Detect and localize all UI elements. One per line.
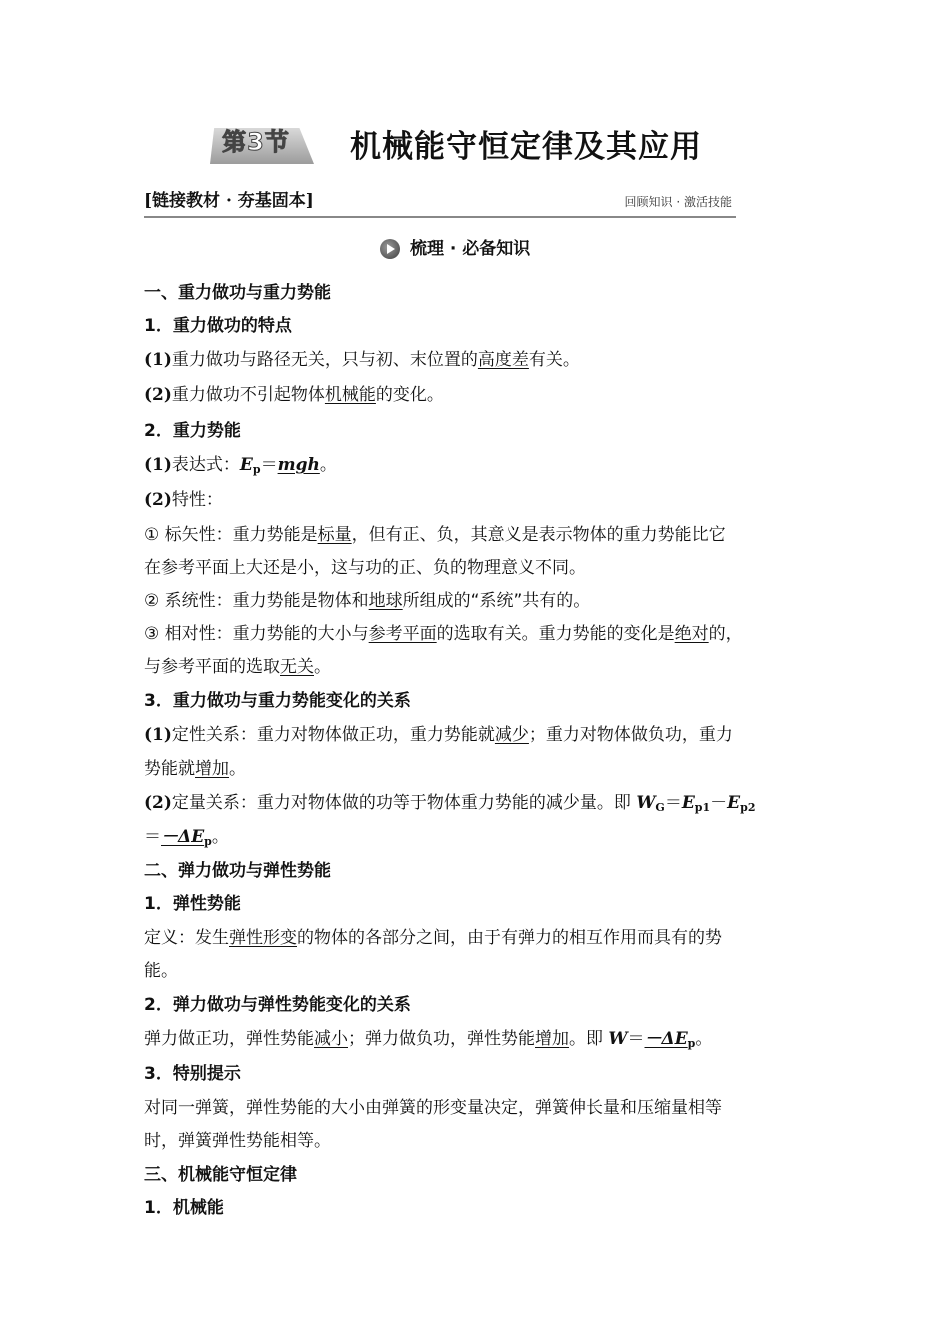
heading-level1: 三、机械能守恒定律 — [144, 1165, 297, 1185]
answer-blank: 弹性形变 — [229, 928, 297, 948]
text-line: 能。 — [144, 961, 178, 981]
text-line: (1)重力做功与路径无关，只与初、末位置的高度差有关。 — [144, 350, 580, 370]
review-label: 回顾知识 · 激活技能 — [624, 195, 732, 209]
text-line: (1)表达式：$E_p=mgh$。 — [144, 455, 337, 476]
answer-blank: 地球 — [368, 591, 403, 611]
answer-blank: 减少 — [494, 725, 529, 745]
section-banner-label: 梳理 · 必备知识 — [410, 239, 531, 259]
text-line: (2)特性： — [144, 490, 223, 510]
heading-level2: 1．机械能 — [144, 1198, 224, 1218]
textbook-link-label: [链接教材 · 夯基固本] — [144, 191, 314, 211]
heading-level1: 一、重力做功与重力势能 — [144, 283, 331, 303]
play-icon — [380, 239, 400, 259]
answer-blank: 参考平面 — [368, 624, 437, 644]
text-line: 定义：发生弹性形变的物体的各部分之间，由于有弹力的相互作用而具有的势 — [144, 928, 722, 948]
text-line: ③ 相对性：重力势能的大小与参考平面的选取有关。重力势能的变化是绝对的， — [144, 624, 743, 644]
answer-blank: 减小 — [314, 1029, 348, 1049]
text-line: 弹力做正功，弹性势能减小；弹力做负功，弹性势能增加。即 $W=-\Delta E_p$。 — [144, 1029, 713, 1050]
answer-blank: 标量 — [317, 525, 352, 545]
heading-level2: 2．弹力做功与弹性势能变化的关系 — [144, 995, 411, 1015]
text-line: ② 系统性：重力势能是物体和地球所组成的“系统”共有的。 — [144, 591, 591, 611]
heading-level2: 1．弹性势能 — [144, 894, 241, 914]
answer-blank: 机械能 — [324, 385, 376, 405]
heading-level2: 3．特别提示 — [144, 1064, 241, 1084]
text-line: (2)定量关系：重力对物体做的功等于物体重力势能的减少量。即 $W_G=E_{p1}-E_{p2}$ — [144, 793, 756, 814]
heading-level2: 1．重力做功的特点 — [144, 316, 292, 336]
heading-level2: 2．重力势能 — [144, 421, 241, 441]
answer-blank: mgh — [277, 455, 320, 475]
answer-blank: 高度差 — [477, 350, 529, 370]
section-number-label: 第3节 — [222, 128, 290, 156]
answer-blank: 增加 — [535, 1029, 569, 1049]
text-line: (2)重力做功不引起物体机械能的变化。 — [144, 385, 444, 405]
text-line: ① 标矢性：重力势能是标量，但有正、负，其意义是表示物体的重力势能比它 — [144, 525, 726, 545]
text-line: 势能就增加。 — [144, 759, 246, 779]
answer-blank: 无关 — [280, 657, 314, 677]
text-line: (1)定性关系：重力对物体做正功，重力势能就减少；重力对物体做负功，重力 — [144, 725, 733, 745]
textbook-link-header — [144, 190, 736, 218]
heading-level1: 二、弹力做功与弹性势能 — [144, 861, 331, 881]
text-line: 对同一弹簧，弹性势能的大小由弹簧的形变量决定，弹簧伸长量和压缩量相等 — [144, 1098, 722, 1118]
answer-blank: 增加 — [195, 759, 229, 779]
answer-blank: －ΔE — [161, 827, 205, 847]
text-line: $=-\Delta E_p$。 — [144, 827, 229, 848]
page-title: 机械能守恒定律及其应用 — [350, 129, 702, 165]
text-line: 与参考平面的选取无关。 — [144, 657, 331, 677]
text-line: 时，弹簧弹性势能相等。 — [144, 1131, 331, 1151]
chapter-title-row — [210, 124, 750, 170]
text-line: 在参考平面上大还是小，这与功的正、负的物理意义不同。 — [144, 558, 586, 578]
heading-level2: 3．重力做功与重力势能变化的关系 — [144, 691, 411, 711]
answer-blank: －ΔE — [644, 1029, 688, 1049]
answer-blank: 绝对 — [674, 624, 709, 644]
